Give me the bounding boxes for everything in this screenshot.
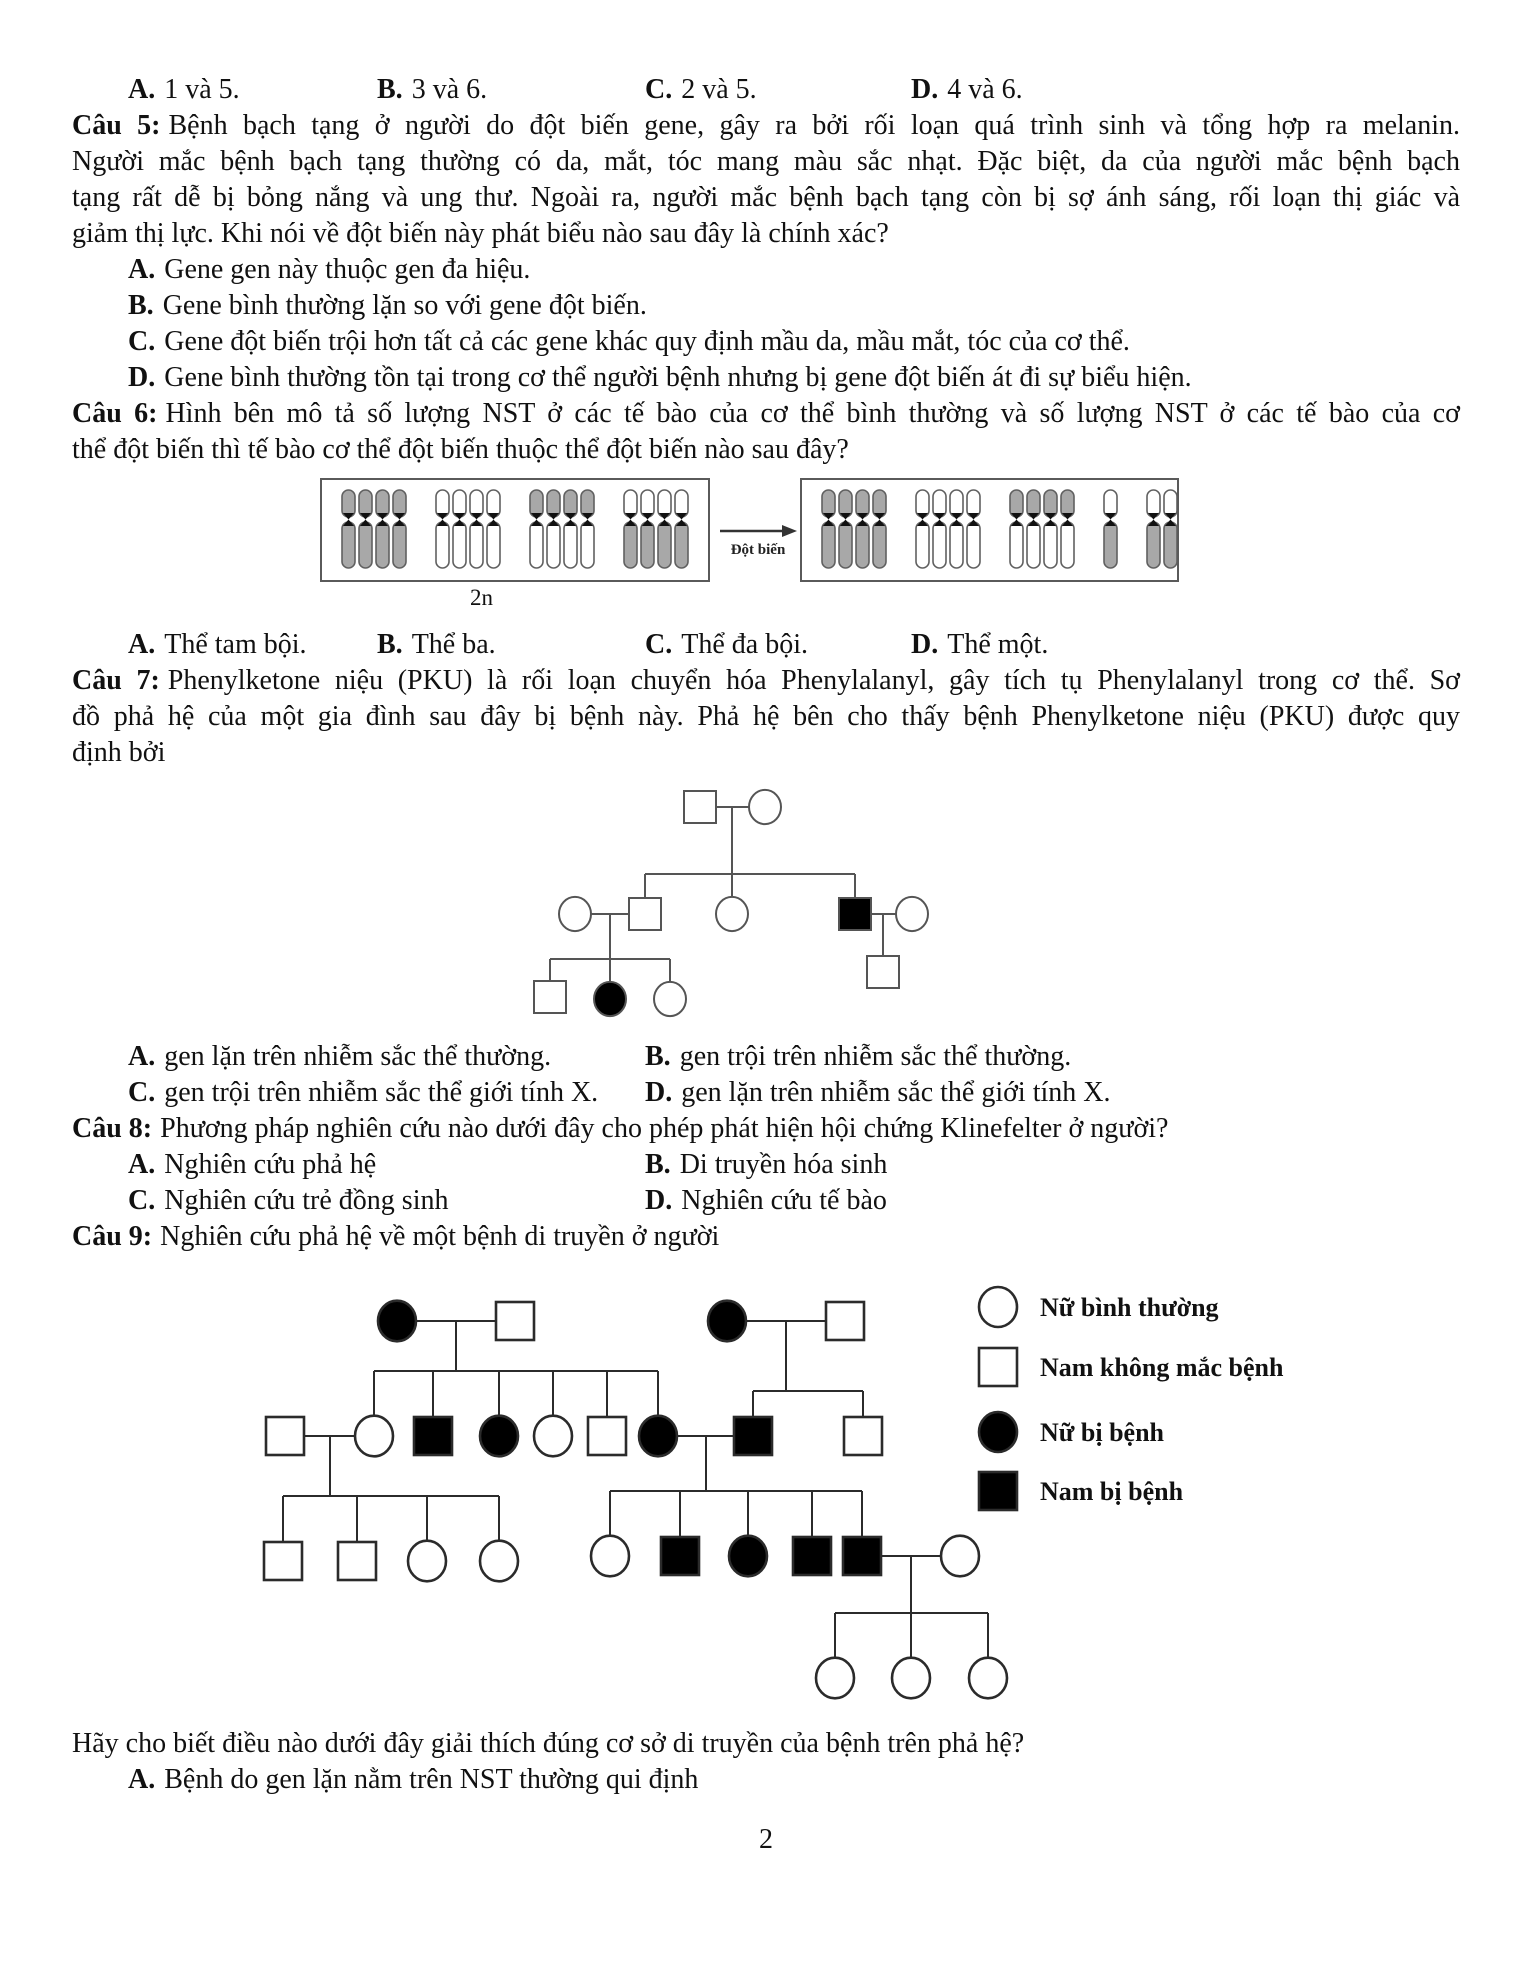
centromere [968, 513, 979, 526]
unaffected-male-node [496, 1302, 534, 1340]
chromosome-bottom-arm [1104, 522, 1117, 568]
chromosome-top-arm [1164, 490, 1177, 517]
legend-label-normal-female: Nữ bình thường [1040, 1293, 1219, 1322]
unaffected-female-node [355, 1416, 393, 1457]
option-b: B. Gene bình thường lặn so với gene đột biến. [128, 290, 647, 321]
chromosome-top-arm [393, 490, 406, 517]
question-6-text: Câu 6: Hình bên mô tả số lượng NST ở các tế bào của cơ thể bình thường và số lượng NST ở các tế bào của cơ [72, 398, 1460, 429]
affected-female-node [708, 1301, 746, 1342]
unaffected-female-node [534, 1416, 572, 1457]
chromosome-top-arm [547, 490, 560, 517]
chromosome-top-arm [624, 490, 637, 517]
legend-circle-filled-icon [979, 1412, 1017, 1452]
ploidy-label: 2n [470, 585, 493, 610]
question-6-options [72, 627, 1460, 663]
disease-pedigree [150, 1283, 1320, 1708]
chromosome-top-arm [376, 490, 389, 517]
chromosome-top-arm [359, 490, 372, 517]
option-a: A. gen lặn trên nhiễm sắc thể thường. [128, 1041, 552, 1072]
unaffected-female-node [716, 897, 748, 931]
option-c: C. 2 và 5. [645, 74, 757, 105]
centromere [1062, 513, 1073, 526]
option-c: C. Nghiên cứu trẻ đồng sinh [128, 1185, 449, 1216]
centromere [659, 513, 670, 526]
chromosome-top-arm [658, 490, 671, 517]
chromosome-bottom-arm [950, 522, 963, 568]
unaffected-male-node [684, 791, 716, 823]
centromere [917, 513, 928, 526]
affected-male-node [793, 1537, 831, 1575]
unaffected-female-node [654, 982, 686, 1016]
chromosome-bottom-arm [453, 522, 466, 568]
chromosome-top-arm [564, 490, 577, 517]
page-number: 2 [759, 1824, 773, 1855]
option-a: A. Thể tam bội. [128, 629, 307, 660]
centromere [1148, 513, 1159, 526]
option-b: B. Di truyền hóa sinh [645, 1149, 888, 1180]
chromosome-bottom-arm [873, 522, 886, 568]
unaffected-female-node [896, 897, 928, 931]
centromere [531, 513, 542, 526]
chromosome-bottom-arm [916, 522, 929, 568]
centromere [625, 513, 636, 526]
chromosome-bottom-arm [1027, 522, 1040, 568]
centromere [1011, 513, 1022, 526]
question-8 [72, 1111, 1460, 1219]
chromosome-bottom-arm [470, 522, 483, 568]
legend-circle-open-icon [979, 1287, 1017, 1327]
chromosome-top-arm [950, 490, 963, 517]
unaffected-female-node [408, 1541, 446, 1582]
unaffected-female-node [559, 897, 591, 931]
unaffected-female-node [892, 1658, 930, 1699]
legend-label-affected-female: Nữ bị bệnh [1040, 1418, 1164, 1447]
chromosome-top-arm [916, 490, 929, 517]
unaffected-female-node [816, 1658, 854, 1699]
question-9-options [72, 1762, 1460, 1798]
chromosome-top-arm [675, 490, 688, 517]
disease-pedigree-figure [150, 1283, 1460, 1718]
question-5-text: Câu 5: Bệnh bạch tạng ở người do đột biến gene, gây ra bởi rối loạn quá trình sinh và tổng hợp ra melanin. [72, 110, 1460, 141]
unaffected-male-node [826, 1302, 864, 1340]
chromosome-top-arm [1044, 490, 1057, 517]
chromosome-top-arm [470, 490, 483, 517]
question-6: Câu 6: Hình bên mô tả số lượng NST ở các tế bào của cơ thể bình thường và số lượng NST ở các tế bào của cơ thể đột biến thì tế bào cơ thể đột biến thuộc thể đột biến nào sau đây? Đột biến 2n A. Thể tam bội. B. Thể ba. C. Thể đa bội. D. Thể một. [72, 396, 1460, 663]
chromosome-top-arm [822, 490, 835, 517]
question-9-closing: Hãy cho biết điều nào dưới đây giải thích đúng cơ sở di truyền của bệnh trên phả hệ? [72, 1728, 1025, 1759]
chromosome-bottom-arm [436, 522, 449, 568]
centromere [548, 513, 559, 526]
chromosome-bottom-arm [487, 522, 500, 568]
option-a: A. Bệnh do gen lặn nằm trên NST thường qui định [128, 1764, 699, 1795]
chromosome-figure [72, 478, 1460, 627]
chromosome-bottom-arm [624, 522, 637, 568]
option-c: C. gen trội trên nhiễm sắc thể giới tính X. [128, 1077, 599, 1108]
unaffected-male-node [264, 1542, 302, 1580]
option-a: A. 1 và 5. [128, 74, 240, 105]
chromosome-top-arm [581, 490, 594, 517]
mutation-arrow [718, 520, 800, 574]
centromere [857, 513, 868, 526]
chromosome-top-arm [436, 490, 449, 517]
chromosome-bottom-arm [856, 522, 869, 568]
centromere [823, 513, 834, 526]
unaffected-male-node [534, 981, 566, 1013]
option-b: B. Thể ba. [377, 629, 496, 660]
chromosome-top-arm [1061, 490, 1074, 517]
chromosome-bottom-arm [839, 522, 852, 568]
chromosome-top-arm [641, 490, 654, 517]
pku-pedigree-figure [420, 779, 1040, 1029]
question-9 [72, 1219, 1460, 1798]
chromosome-bottom-arm [393, 522, 406, 568]
unaffected-female-node [480, 1541, 518, 1582]
centromere [565, 513, 576, 526]
legend-square-open-icon [979, 1348, 1017, 1386]
unaffected-female-node [969, 1658, 1007, 1699]
chromosome-bottom-arm [675, 522, 688, 568]
affected-male-node [414, 1417, 452, 1455]
centromere [934, 513, 945, 526]
unaffected-male-node [629, 898, 661, 930]
chromosome-bottom-arm [359, 522, 372, 568]
chromosome-bottom-arm [933, 522, 946, 568]
chromosome-bottom-arm [967, 522, 980, 568]
centromere [642, 513, 653, 526]
legend-square-filled-icon [979, 1472, 1017, 1510]
chromosome-top-arm [1010, 490, 1023, 517]
option-a: A. Gene gen này thuộc gen đa hiệu. [128, 254, 531, 285]
chromosome-top-arm [1147, 490, 1160, 517]
question-8-options [72, 1147, 1460, 1219]
affected-male-node [839, 898, 871, 930]
chromosome-bottom-arm [547, 522, 560, 568]
arrow-label: Đột biến [730, 542, 786, 558]
centromere [951, 513, 962, 526]
chromosome-top-arm [873, 490, 886, 517]
question-5: Câu 5: Bệnh bạch tạng ở người do đột biến gene, gây ra bởi rối loạn quá trình sinh và tổng hợp ra melanin. Người mắc bệnh bạch tạng thường có da, mắt, tóc mang màu sắc nhạt. Đặc biệt, da của người mắc bệnh bạch tạng rất dễ bị bỏng nắng và ung thư. Ngoài ra, người mắc bệnh bạch tạng còn bị sợ ánh sáng, rối loạn thị giác và giảm thị lực. Khi nói về đột biến này phát biểu nào sau đây là chính xác? A. Gene gen này thuộc gen đa hiệu. B. Gene bình thường lặn so với gene đột biến. C. Gene đột biến trội hơn tất cả các gene khác quy định mầu da, mầu mắt, tóc của cơ thể. D. Gene bình thường tồn tại trong cơ thể người bệnh nhưng bị gene đột biến át đi sự biểu hiện. [72, 108, 1460, 396]
affected-male-node [734, 1417, 772, 1455]
affected-female-node [639, 1416, 677, 1457]
chromosome-bottom-arm [641, 522, 654, 568]
option-d: D. Thể một. [911, 629, 1049, 660]
unaffected-male-node [844, 1417, 882, 1455]
chromosome-bottom-arm [1061, 522, 1074, 568]
unaffected-male-node [266, 1417, 304, 1455]
chromosome-bottom-arm [530, 522, 543, 568]
centromere [1165, 513, 1176, 526]
question-9-text: Câu 9: Nghiên cứu phả hệ về một bệnh di truyền ở người [72, 1221, 720, 1252]
unaffected-male-node [867, 956, 899, 988]
chromosome-top-arm [342, 490, 355, 517]
chromosome-bottom-arm [1147, 522, 1160, 568]
question-4-options-row [72, 72, 1460, 108]
affected-female-node [729, 1536, 767, 1577]
question-7-options [72, 1039, 1460, 1111]
chromosome-bottom-arm [376, 522, 389, 568]
affected-male-node [843, 1537, 881, 1575]
unaffected-female-node [591, 1536, 629, 1577]
karyotype-mutant-box [800, 478, 1179, 582]
chromosome-top-arm [933, 490, 946, 517]
centromere [582, 513, 593, 526]
pedigree-legend [979, 1287, 1284, 1510]
chromosome-bottom-arm [342, 522, 355, 568]
chromosome-bottom-arm [581, 522, 594, 568]
unaffected-female-node [941, 1536, 979, 1577]
chromosome-top-arm [856, 490, 869, 517]
unaffected-female-node [749, 790, 781, 824]
option-c: C. Gene đột biến trội hơn tất cả các gene khác quy định mầu da, mầu mắt, tóc của cơ thể. [128, 326, 1130, 357]
chromosome-top-arm [967, 490, 980, 517]
affected-male-node [661, 1537, 699, 1575]
question-5-options [72, 252, 1460, 396]
centromere [874, 513, 885, 526]
option-d: D. Nghiên cứu tế bào [645, 1185, 887, 1216]
chromosome-top-arm [839, 490, 852, 517]
unaffected-male-node [338, 1542, 376, 1580]
option-c: C. Thể đa bội. [645, 629, 808, 660]
chromosome-top-arm [1027, 490, 1040, 517]
option-a: A. Nghiên cứu phả hệ [128, 1149, 377, 1180]
chromosome-bottom-arm [1164, 522, 1177, 568]
centromere [1105, 513, 1116, 526]
question-7: Câu 7: Phenylketone niệu (PKU) là rối loạn chuyển hóa Phenylalanyl, gây tích tụ Phenylalanyl trong cơ thể. Sơ đồ phả hệ của một gia đình sau đây bị bệnh này. Phả hệ bên cho thấy bệnh Phenylketone niệu (PKU) được quy định bởi A. gen lặn trên nhiễm sắc thể thường. B. gen trội trên nhiễm sắc thể thường. C. gen trội trên nhiễm sắc thể giới tính X. D. gen lặn trên nhiễm sắc thể giới tính X. [72, 663, 1460, 1111]
option-d: D. 4 và 6. [911, 74, 1023, 105]
chromosome-bottom-arm [564, 522, 577, 568]
legend-label-normal-male: Nam không mắc bệnh [1040, 1353, 1284, 1382]
option-b: B. gen trội trên nhiễm sắc thể thường. [645, 1041, 1072, 1072]
affected-female-node [480, 1416, 518, 1457]
unaffected-male-node [588, 1417, 626, 1455]
chromosome-top-arm [530, 490, 543, 517]
chromosome-bottom-arm [1044, 522, 1057, 568]
option-d: D. gen lặn trên nhiễm sắc thể giới tính X. [645, 1077, 1111, 1108]
chromosome-top-arm [453, 490, 466, 517]
affected-female-node [594, 982, 626, 1016]
legend-label-affected-male: Nam bị bệnh [1040, 1477, 1184, 1506]
option-b: B. 3 và 6. [377, 74, 488, 105]
affected-female-node [378, 1301, 416, 1342]
chromosome-top-arm [1104, 490, 1117, 517]
centromere [1045, 513, 1056, 526]
arrow-head [782, 525, 797, 537]
centromere [676, 513, 687, 526]
option-d: D. Gene bình thường tồn tại trong cơ thể người bệnh nhưng bị gene đột biến át đi sự biểu hiện. [128, 362, 1192, 393]
centromere [840, 513, 851, 526]
centromere [1028, 513, 1039, 526]
karyotype-normal-box [320, 478, 710, 582]
question-8-text: Câu 8: Phương pháp nghiên cứu nào dưới đây cho phép phát hiện hội chứng Klinefelter ở người? [72, 1113, 1169, 1144]
question-7-text: Câu 7: Phenylketone niệu (PKU) là rối loạn chuyển hóa Phenylalanyl, gây tích tụ Phenylalanyl trong cơ thể. Sơ [72, 665, 1460, 696]
chromosome-bottom-arm [1010, 522, 1023, 568]
chromosome-top-arm [487, 490, 500, 517]
chromosome-bottom-arm [822, 522, 835, 568]
chromosome-bottom-arm [658, 522, 671, 568]
